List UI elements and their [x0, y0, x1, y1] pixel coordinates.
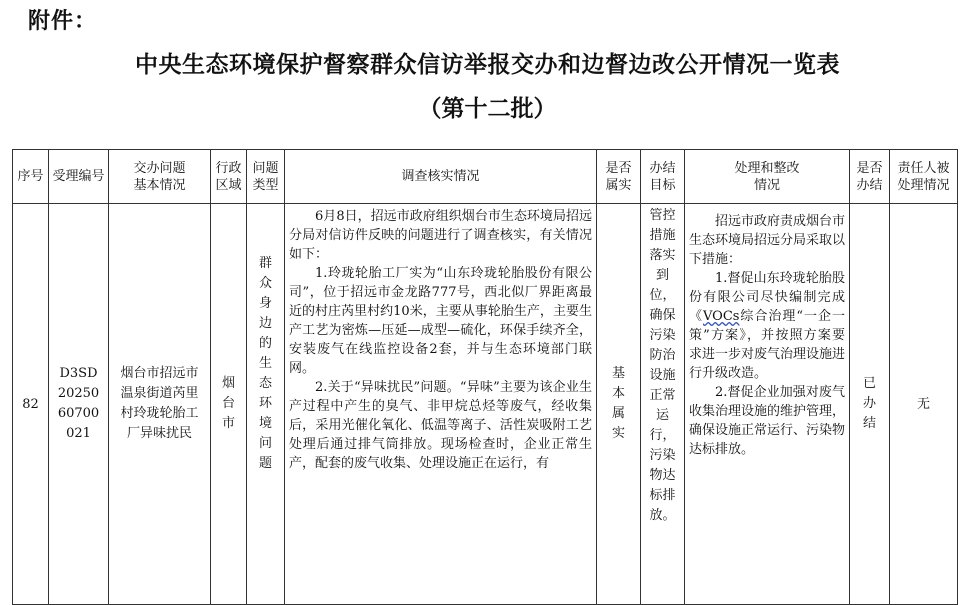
- col-header-handling: 处理和整改情况: [685, 150, 850, 204]
- investigation-intro: 6月8日，招远市政府组织烟台市生态环境局招远分局对信访件反映的问题进行了调查核实，有关情况如下：: [289, 209, 592, 262]
- col-header-region: 行政区域: [211, 150, 247, 204]
- table-row: [13, 204, 958, 605]
- handling-intro: 招远市政府责成烟台市生态环境局招远分局采取以下措施：: [689, 214, 846, 267]
- investigation-point-1: 1.玲珑轮胎工厂实为“山东玲珑轮胎股份有限公司”，位于招远市金龙路777号，西北似厂界距离最近的村庄芮里村约10米，主要从事轮胎生产，主要生产工艺为密炼—压延—成型—硫化，环保手续齐全，安装废气在线监控设备2套，并与生态环境部门联网。: [289, 266, 592, 376]
- vocs-term: VOCs: [703, 309, 740, 324]
- cell-investigation: [285, 204, 597, 605]
- cell-id: D3SD2025060700021: [49, 204, 109, 605]
- col-header-investigation: 调查核实情况: [285, 150, 597, 204]
- col-header-truth: 是否属实: [597, 150, 641, 204]
- col-header-seq: 序号: [13, 150, 49, 204]
- col-header-id: 受理编号: [49, 150, 109, 204]
- col-header-penalty: 责任人被处理情况: [890, 150, 958, 204]
- cell-penalty: 无: [890, 204, 958, 605]
- cell-handling: [685, 204, 850, 605]
- handling-point-1: 1.督促山东玲珑轮胎股份有限公司尽快编制完成《VOCs综合治理“一企一策”方案》，并按照方案要求进一步对废气治理设施进行升级改造。: [689, 271, 846, 381]
- cell-region: 烟台市: [211, 204, 247, 605]
- batch-subtitle: （第十二批）: [418, 96, 557, 122]
- cell-goal: 管控措施落实到位，确保污染防治设施正常运行，污染物达标排放。: [641, 204, 685, 605]
- col-header-type: 问题类型: [247, 150, 285, 204]
- col-header-summary: 交办问题基本情况: [109, 150, 211, 204]
- cell-type: 群众身边的生态环境问题: [247, 204, 285, 605]
- col-header-goal: 办结目标: [641, 150, 685, 204]
- cell-truth: 基本属实: [597, 204, 641, 605]
- page-title: 中央生态环境保护督察群众信访举报交办和边督边改公开情况一览表: [135, 52, 840, 78]
- cell-summary: 烟台市招远市温泉街道芮里村玲珑轮胎工厂异味扰民: [109, 204, 211, 605]
- investigation-point-2: 2.关于“异味扰民”问题。“异味”主要为该企业生产过程中产生的臭气、非甲烷总烃等废气，经收集后，采用光催化氧化、低温等离子、活性炭吸附工艺处理后通过排气筒排放。现场检查时，企业正常生产，配套的废气收集、处理设施正在运行，有: [289, 380, 592, 471]
- handling-point-2: 2.督促企业加强对废气收集治理设施的维护管理，确保设施正常运行、污染物达标排放。: [689, 385, 846, 457]
- attachment-label: 附件：: [28, 9, 98, 34]
- table-header-row: [13, 150, 958, 204]
- col-header-closed: 是否办结: [850, 150, 890, 204]
- cell-seq: 82: [13, 204, 49, 605]
- petition-table: [12, 149, 958, 605]
- cell-closed: 已办结: [850, 204, 890, 605]
